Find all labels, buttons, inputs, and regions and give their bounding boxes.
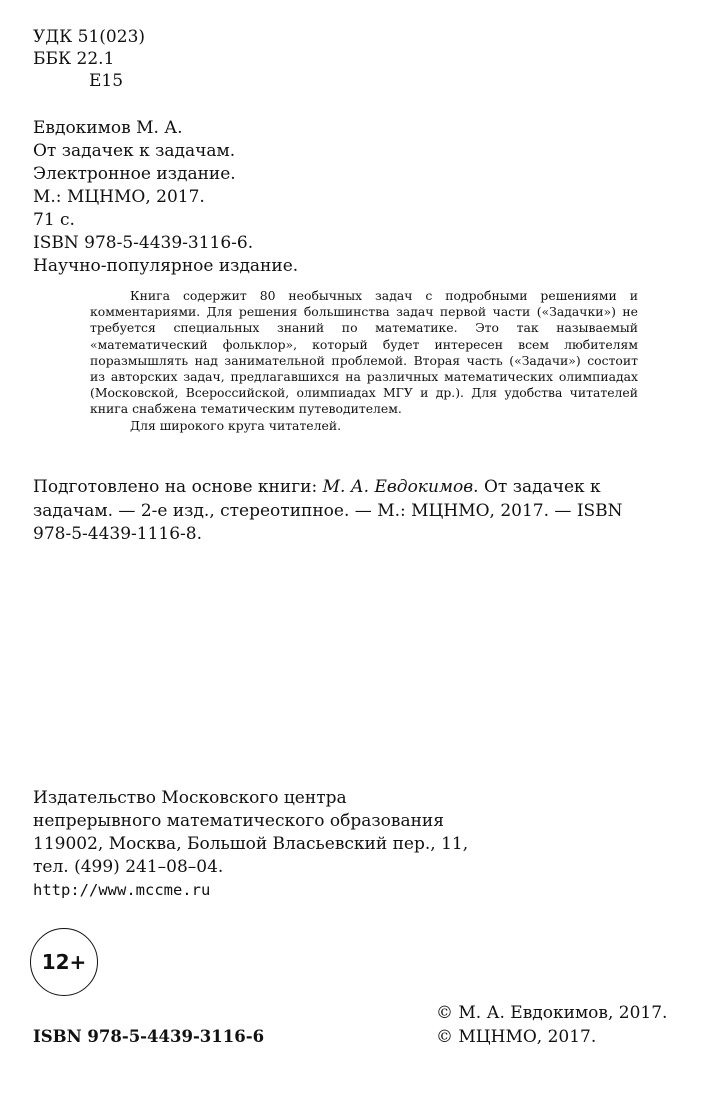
isbn-footer: ISBN 978-5-4439-3116-6 bbox=[33, 1027, 265, 1046]
annotation bbox=[90, 288, 638, 434]
publisher-url-link[interactable]: http://www.mccme.ru bbox=[33, 881, 211, 899]
page-count: 71 с. bbox=[33, 210, 75, 230]
source-note bbox=[33, 476, 643, 547]
genre: Научно-популярное издание. bbox=[33, 256, 299, 276]
source-rest: От задачек к задачам. — 2-е изд., стереотипное. — М.: МЦНМО, 2017. — ISBN 978-5-4439-1116-8. bbox=[33, 477, 623, 544]
isbn-record: ISBN 978-5-4439-3116-6. bbox=[33, 233, 254, 253]
age-rating-badge: 12+ bbox=[30, 928, 98, 996]
imprint: М.: МЦНМО, 2017. bbox=[33, 187, 205, 207]
bibliographic-record bbox=[33, 117, 298, 278]
copyright-block bbox=[436, 1001, 667, 1049]
publisher-info bbox=[33, 787, 468, 902]
edition-type: Электронное издание. bbox=[33, 164, 236, 184]
publisher-phone: тел. (499) 241–08–04. bbox=[33, 857, 224, 877]
publisher-line-2: непрерывного математического образования bbox=[33, 811, 444, 831]
author-name: Евдокимов М. А. bbox=[33, 118, 183, 138]
annotation-text: Книга содержит 80 необычных задач с подробными решениями и комментариями. Для решения большинства задач первой части («Задачки») не требуется специальных знаний по математике. Это так называемый «математический фольклор», который будет интересен всем любителям поразмышлять над занимательной проблемой. Вторая часть («Задачи») состоит из авторских задач, предлагавшихся на различных математических олимпиадах (Московской, Всероссийской, олимпиадах МГУ и др.). Для удобства читателей книга снабжена тематическим путеводителем. bbox=[90, 288, 638, 417]
book-title: От задачек к задачам. bbox=[33, 141, 236, 161]
classification-block bbox=[33, 26, 145, 92]
copyright-publisher: © МЦНМО, 2017. bbox=[436, 1027, 597, 1047]
audience-note: Для широкого круга читателей. bbox=[130, 417, 342, 433]
udk-code: УДК 51(023) bbox=[33, 27, 146, 47]
source-author: М. А. Евдокимов. bbox=[322, 477, 479, 497]
publisher-address: 119002, Москва, Большой Власьевский пер., 11, bbox=[33, 834, 469, 854]
author-mark: Е15 bbox=[89, 71, 124, 91]
bbk-code: ББК 22.1 bbox=[33, 49, 115, 69]
copyright-author: © М. А. Евдокимов, 2017. bbox=[436, 1003, 668, 1023]
publisher-line-1: Издательство Московского центра bbox=[33, 788, 347, 808]
source-prefix: Подготовлено на основе книги: bbox=[33, 477, 323, 497]
